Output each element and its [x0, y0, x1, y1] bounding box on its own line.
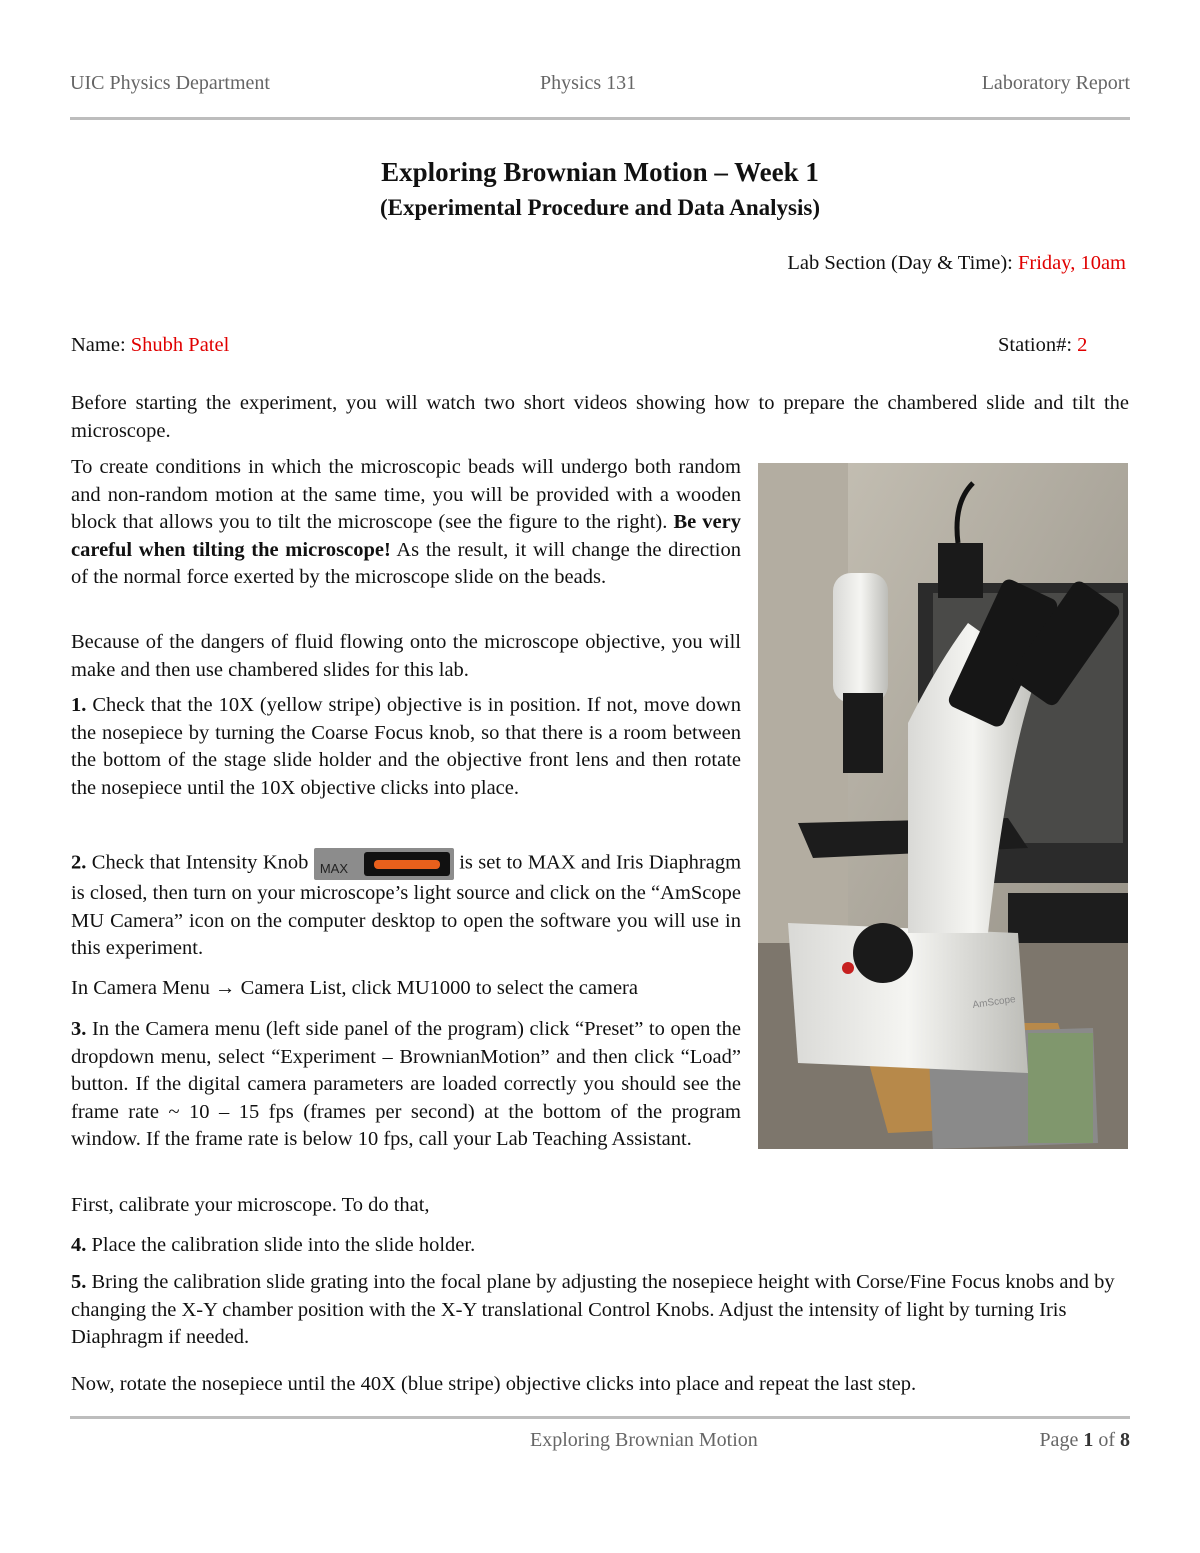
lab-section-value: Friday, 10am	[1018, 252, 1126, 274]
lab-section-label: Lab Section (Day & Time):	[787, 252, 1018, 274]
step-5-number: 5.	[71, 1271, 87, 1293]
step-4-number: 4.	[71, 1234, 87, 1256]
step-4-text: Place the calibration slide into the slide holder.	[86, 1234, 476, 1256]
footer-title: Exploring Brownian Motion	[530, 1429, 758, 1451]
step-2-text-a: Check that Intensity Knob	[86, 851, 314, 874]
header-course: Physics 131	[540, 72, 637, 94]
step-5-text: Bring the calibration slide grating into the focal plane by adjusting the nosepiece height with Corse/Fine Focus knobs and by changing the X-Y chamber position with the X-Y translational Control Knobs. Adjust the intensity of light by turning Iris Diaphragm if needed.	[71, 1271, 1115, 1348]
page-number	[1039, 1429, 1130, 1452]
tilt-text-b: As the result, it will change the direction of the normal force exerted by the microscope slide on the beads.	[71, 538, 741, 588]
student-name	[71, 334, 229, 357]
header-rule	[70, 117, 1130, 120]
document-subtitle: (Experimental Procedure and Data Analysis)	[380, 195, 820, 220]
microscope-photo	[758, 463, 1128, 1149]
page-total: 8	[1120, 1429, 1130, 1451]
page-of: of	[1093, 1429, 1120, 1451]
step-1-number: 1.	[71, 694, 87, 716]
page-current: 1	[1083, 1429, 1094, 1451]
name-label: Name:	[71, 334, 131, 356]
step-3-number: 3.	[71, 1018, 87, 1040]
document-title: Exploring Brownian Motion – Week 1	[381, 157, 819, 187]
lab-section	[787, 252, 1126, 275]
tilt-paragraph	[71, 454, 741, 592]
step-5	[71, 1269, 1129, 1352]
name-value: Shubh Patel	[130, 334, 230, 356]
page-prefix: Page	[1039, 1429, 1084, 1451]
station-value: 2	[1077, 334, 1088, 356]
step-2-text-b: is set to MAX and Iris Diaphragm is closed, then turn on your microscope’s light source and click on the “AmScope MU Camera” icon on the computer desktop to open the software you will use in this experiment.	[71, 851, 742, 959]
calibrate-intro: First, calibrate your microscope. To do that,	[71, 1194, 430, 1216]
station-number	[998, 334, 1087, 357]
header-report-type: Laboratory Report	[981, 72, 1130, 94]
dangers-paragraph: Because of the dangers of fluid flowing onto the microscope objective, you will make and then use chambered slides for this lab.	[71, 631, 741, 681]
step-1	[71, 692, 741, 802]
tilt-text-a: To create conditions in which the microscopic beads will undergo both random and non-random motion at the same time, you will be provided with a wooden block that allows you to tilt the microscope (see the figure to the right).	[71, 456, 741, 533]
step-3-text: In the Camera menu (left side panel of the program) click “Preset” to open the dropdown menu, select “Experiment – BrownianMotion” and then click “Load” button. If the digital camera parameters are loaded correctly you should see the frame rate ~ 10 – 15 fps (frames per second) at the bottom of the program window. If the frame rate is below 10 fps, call your Lab Teaching Assistant.	[71, 1018, 741, 1150]
camera-menu-instruction: In Camera Menu → Camera List, click MU1000 to select the camera	[71, 977, 638, 999]
step-2-number: 2.	[71, 851, 87, 874]
header-department: UIC Physics Department	[70, 72, 270, 94]
step-4	[71, 1232, 1129, 1260]
microscope-brand-label: AmScope	[971, 994, 1017, 1011]
intro-paragraph: Before starting the experiment, you will watch two short videos showing how to prepare the chambered slide and tilt the microscope.	[71, 392, 1129, 442]
footer-rule	[70, 1416, 1130, 1419]
step-3	[71, 1016, 741, 1154]
knob-max-label: MAX	[319, 861, 348, 876]
intensity-knob-image	[314, 848, 454, 880]
step-2	[71, 848, 741, 963]
station-label: Station#:	[998, 334, 1078, 356]
tilt-warning: Be very careful when tilting the microscope!	[71, 511, 741, 561]
step-1-text: Check that the 10X (yellow stripe) objective is in position. If not, move down the nosepiece by turning the Coarse Focus knob, so that there is a room between the bottom of the stage slide holder and the objective front lens and then rotate the nosepiece until the 10X objective clicks into place.	[71, 694, 741, 799]
final-step-paragraph: Now, rotate the nosepiece until the 40X (blue stripe) objective clicks into place and repeat the last step.	[71, 1373, 917, 1395]
